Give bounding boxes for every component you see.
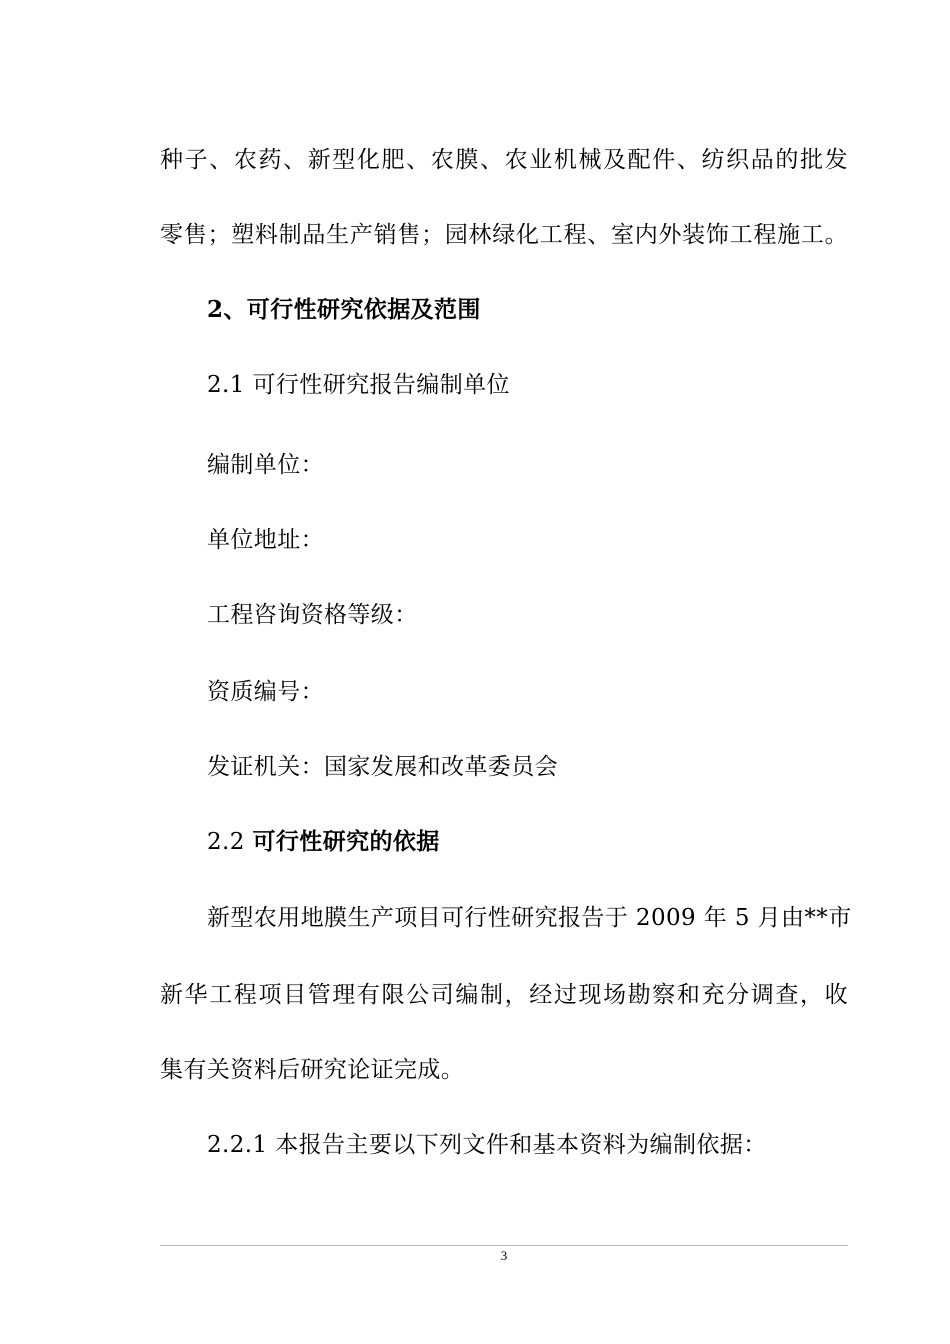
field-qualification-level: 工程咨询资格等级： <box>207 602 418 628</box>
page-number: 3 <box>500 1248 508 1263</box>
subsection-heading: 2.1 可行性研究报告编制单位 <box>207 372 510 398</box>
footer-divider <box>160 1245 848 1246</box>
field-issuing-authority: 发证机关：国家发展和改革委员会 <box>207 754 558 780</box>
paragraph-line: 新型农用地膜生产项目可行性研究报告于 2009 年 5 月由**市 <box>207 905 852 931</box>
subsection-heading <box>207 827 440 857</box>
field-address: 单位地址： <box>207 527 324 553</box>
subsection-title: 可行性研究的依据 <box>252 828 440 855</box>
paragraph-line: 零售；塑料制品生产销售；园林绿化工程、室内外装饰工程施工。 <box>160 222 848 248</box>
paragraph-line: 集有关资料后研究论证完成。 <box>160 1057 465 1083</box>
field-certificate-number: 资质编号： <box>207 679 324 705</box>
paragraph-line: 新华工程项目管理有限公司编制，经过现场勘察和充分调查，收 <box>160 982 848 1008</box>
field-compiler: 编制单位： <box>207 452 324 478</box>
subsubsection-heading: 2.2.1 本报告主要以下列文件和基本资料为编制依据： <box>207 1132 767 1158</box>
section-heading: 2、可行性研究依据及范围 <box>207 296 481 323</box>
subsection-number: 2.2 <box>207 829 245 855</box>
paragraph-line: 种子、农药、新型化肥、农膜、农业机械及配件、纺织品的批发 <box>160 147 848 173</box>
